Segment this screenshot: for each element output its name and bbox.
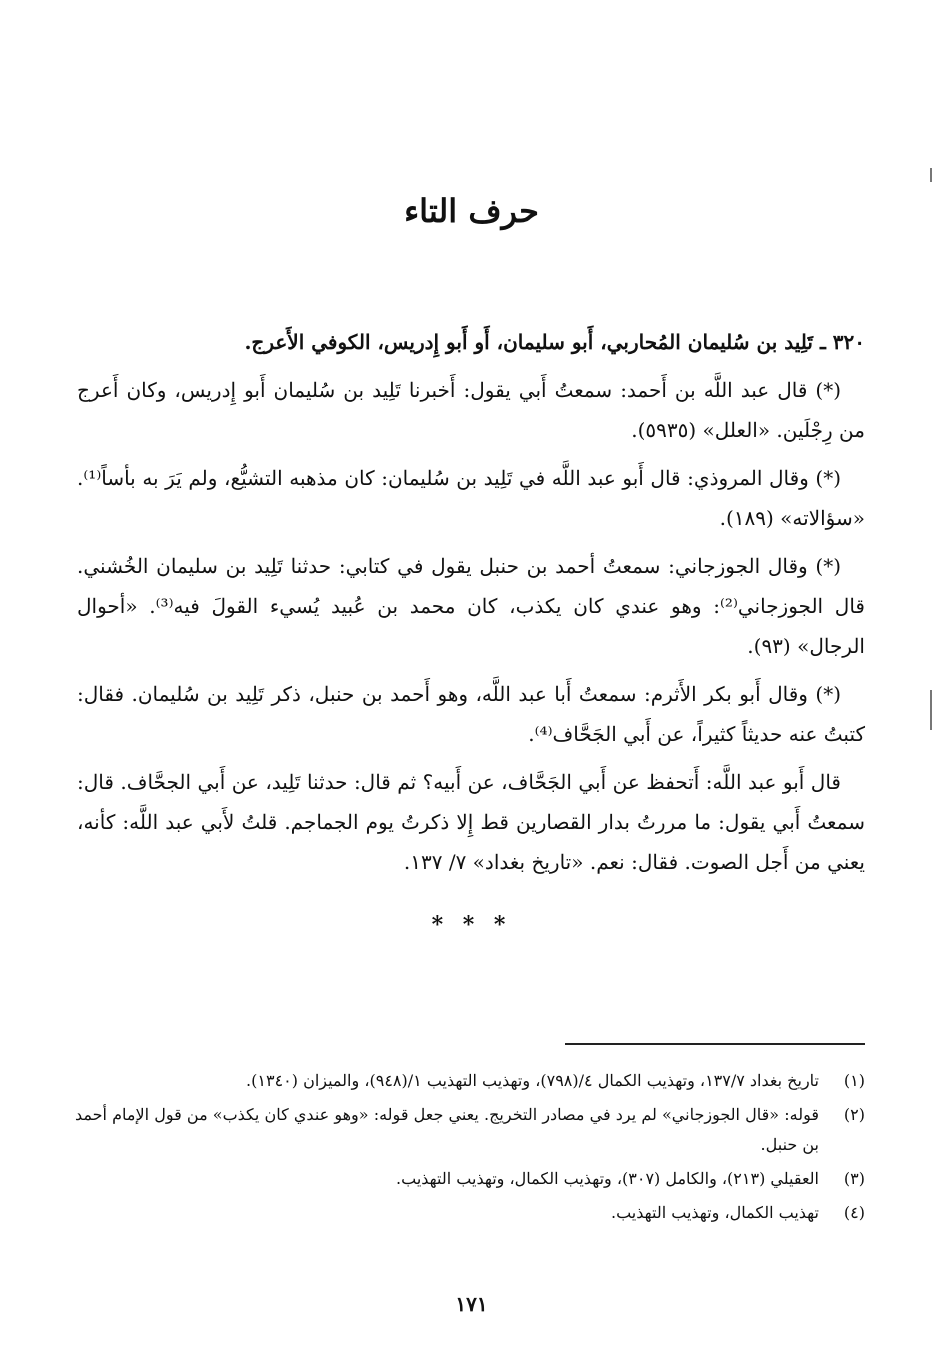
footnote-number: (٢)	[843, 1105, 865, 1124]
page-number: ١٧١	[455, 1292, 488, 1316]
footnote-text: قوله: «قال الجوزجاني» لم يرد في مصادر التخريج. يعني جعل قوله: «وهو عندي كان يكذب» من قول الإمام أحمد بن حنبل.	[75, 1105, 819, 1154]
scan-edge-mark	[930, 690, 932, 730]
footnote-number: (٣)	[843, 1169, 865, 1188]
footnote-item	[75, 1066, 865, 1096]
footnote-item	[75, 1100, 865, 1160]
entry-body	[77, 322, 865, 890]
entry-paragraph: قال أَبو عبد اللَّه: أَتحفظ عن أَبي الجَحَّاف، عن أَبيه؟ ثم قال: حدثنا تَلِيد، عن أَبي الجحَّاف. قال: سمعتُ أَبي يقول: ما مررتُ بدار القصارين قط إِلا ذكرتُ يوم الجماجم. قلتُ لأَبي عبد اللَّه: كأنه، يعني من أَجل الصوت. فقال: نعم. «تاريخ بغداد» ٧/ ١٣٧.	[77, 770, 865, 874]
entry-paragraph: (*) وقال أَبو بكر الأَثرم: سمعتُ أَبا عبد اللَّه، وهو أَحمد بن حنبل، ذكر تَلِيد بن سُليمان. فقال: كتبتُ عنه حديثاً كثيراً، عن أَبي الجَحَّاف⁽⁴⁾.	[77, 682, 865, 746]
footnote-text: تهذيب الكمال، وتهذيب التهذيب.	[610, 1203, 819, 1222]
entry-paragraph: (*) قال عبد اللَّه بن أَحمد: سمعتُ أَبي يقول: أَخبرنا تَلِيد بن سُليمان أَبو إِدريس، وكان أَعرج من رِجْلَين. «العلل» (٥٩٣٥).	[77, 378, 865, 442]
section-divider: * * *	[431, 912, 512, 938]
entry-paragraph: (*) وقال المروذي: قال أَبو عبد اللَّه في تَلِيد بن سُليمان: كان مذهبه التشيُّع، ولم يَرَ به بأساً⁽¹⁾. «سؤالاته» (١٨٩).	[77, 466, 865, 530]
footnote-number: (٤)	[843, 1203, 865, 1222]
footnote-text: العقيلي (٢١٣)، والكامل (٣٠٧)، وتهذيب الكمال، وتهذيب التهذيب.	[396, 1169, 819, 1188]
footnote-text: تاريخ بغداد ١٣٧/٧، وتهذيب الكمال ٤/(٧٩٨)، وتهذيب التهذيب ١/(٩٤٨)، والميزان (١٣٤٠).	[246, 1071, 819, 1090]
chapter-title: حرف التاء	[404, 192, 539, 230]
footnote-separator	[565, 1043, 865, 1045]
footnotes	[75, 1066, 865, 1232]
scan-edge-mark	[930, 168, 932, 182]
entry-paragraph: (*) وقال الجوزجاني: سمعتُ أحمد بن حنبل يقول في كتابي: حدثنا تَلِيد بن سليمان الخُشني. قال الجوزجاني⁽²⁾: وهو عندي كان يكذب، كان محمد بن عُبيد يُسيء القولَ فيه⁽³⁾. «أحوال الرجال» (٩٣).	[77, 554, 865, 658]
entry-heading: ٣٢٠ ـ تَلِيد بن سُليمان المُحاربي، أَبو سليمان، أَو أَبو إِدريس، الكوفي الأَعرج.	[244, 330, 865, 354]
footnote-item	[75, 1198, 865, 1228]
footnote-item	[75, 1164, 865, 1194]
footnote-number: (١)	[843, 1071, 865, 1090]
